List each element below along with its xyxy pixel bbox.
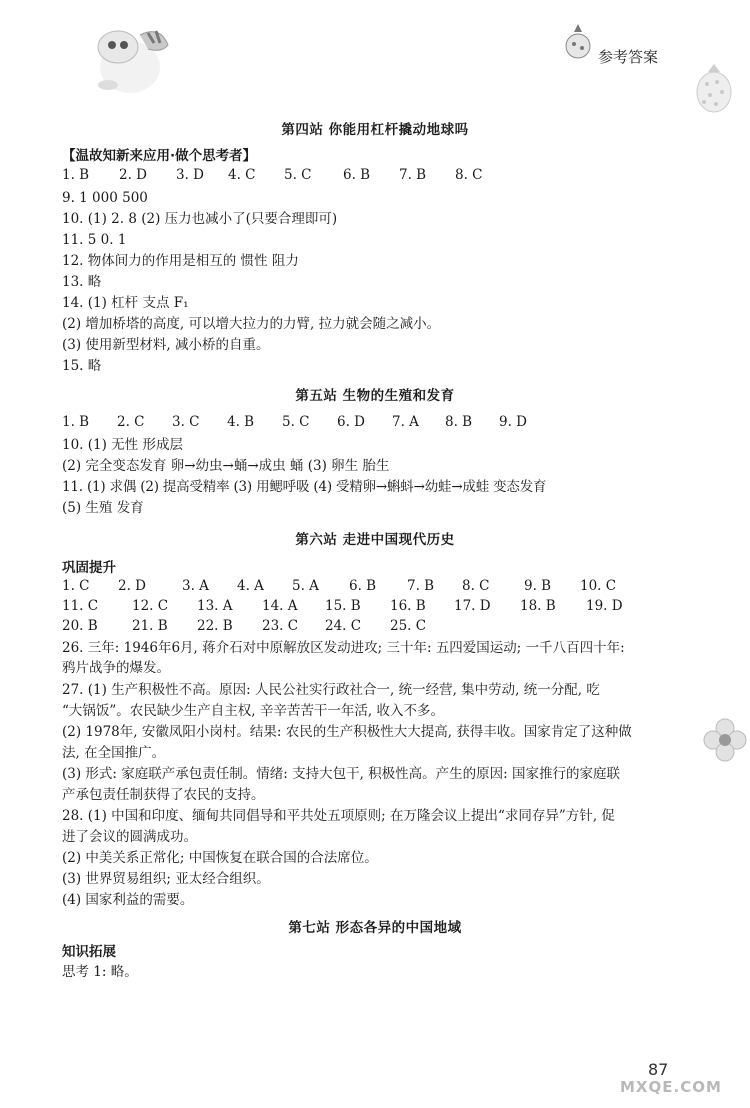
answer-line: 13. 略 [62, 274, 102, 290]
answer-cell: 19. D [586, 598, 623, 614]
answer-cell: 8. C [462, 578, 490, 594]
answer-line: 10. (1) 2. 8 (2) 压力也减小了(只要合理即可) [62, 211, 338, 227]
answer-cell: 2. D [119, 167, 147, 183]
answer-line: “大锅饭”。农民缺少生产自主权, 辛辛苦苦干一年活, 收入不多。 [62, 703, 444, 719]
answer-line: 9. 1 000 500 [62, 190, 148, 206]
answer-cell: 20. B [62, 618, 98, 634]
answer-line: 10. (1) 无性 形成层 [62, 437, 183, 453]
answer-cell: 24. C [325, 618, 362, 634]
answer-cell: 3. D [176, 167, 204, 183]
answer-line: 26. 三年: 1946年6月, 蒋介石对中原解放区发动进攻; 三十年: 五四爱国运动; 一千八百四十年: [62, 640, 625, 656]
section-title-4: 第四站 你能用杠杆撬动地球吗 [281, 122, 469, 138]
answer-line: 27. (1) 生产积极性不高。原因: 人民公社实行政社合一, 统一经营, 集中劳动, 统一分配, 吃 [62, 682, 600, 698]
answer-cell: 2. C [117, 414, 145, 430]
subheading-knowledge: 知识拓展 [62, 944, 116, 960]
answer-line: (3) 世界贸易组织; 亚太经合组织。 [62, 871, 270, 887]
answer-line: (3) 使用新型材料, 减小桥的自重。 [62, 337, 270, 353]
answer-cell: 4. B [227, 414, 255, 430]
answer-line: (3) 形式: 家庭联产承包责任制。情绪: 支持大包干, 积极性高。产生的原因: 国家推行的家庭联 [62, 766, 621, 782]
answer-line: (2) 增加桥塔的高度, 可以增大拉力的力臂, 拉力就会随之减小。 [62, 316, 441, 332]
answer-cell: 16. B [390, 598, 426, 614]
answer-cell: 2. D [118, 578, 146, 594]
answer-cell: 3. C [172, 414, 200, 430]
header-label: 参考答案 [598, 48, 659, 66]
raccoon-illustration [88, 5, 178, 100]
answer-cell: 18. B [520, 598, 556, 614]
subheading-consolidate: 巩固提升 [62, 560, 116, 576]
answer-cell: 22. B [197, 618, 233, 634]
answer-cell: 7. A [392, 414, 419, 430]
answer-cell: 1. C [62, 578, 90, 594]
answer-cell: 14. A [262, 598, 298, 614]
answer-line: 11. (1) 求偶 (2) 提高受精率 (3) 用鳃呼吸 (4) 受精卵→蝌蚪→幼蛙→成蛙 变态发育 [62, 479, 547, 495]
answer-line: 思考 1: 略。 [62, 964, 138, 980]
subheading-review: 【温故知新来应用·做个思考者】 [62, 148, 257, 164]
answer-cell: 25. C [390, 618, 427, 634]
answer-line: 鸦片战争的爆发。 [62, 660, 170, 676]
answer-cell: 13. A [197, 598, 233, 614]
answer-line: (2) 1978年, 安徽凤阳小岗村。结果: 农民的生产积极性大大提高, 获得丰收。国家肯定了这种做 [62, 724, 632, 740]
answer-line: (2) 中美关系正常化; 中国恢复在联合国的合法席位。 [62, 850, 378, 866]
answer-line: 28. (1) 中国和印度、缅甸共同倡导和平共处五项原则; 在万隆会议上提出“求同存异”方针, 促 [62, 808, 615, 824]
berry-decoration-top [692, 60, 737, 115]
flower-decoration-right [700, 712, 750, 772]
answer-cell: 10. C [580, 578, 617, 594]
answer-line: 12. 物体间力的作用是相互的 惯性 阻力 [62, 253, 299, 269]
answer-cell: 9. D [499, 414, 527, 430]
fruit-illustration [560, 22, 596, 62]
answer-cell: 1. B [62, 414, 90, 430]
answer-cell: 12. C [132, 598, 169, 614]
answer-cell: 15. B [325, 598, 361, 614]
answer-line: 14. (1) 杠杆 支点 F₁ [62, 295, 189, 311]
answer-cell: 7. B [399, 167, 427, 183]
answer-line: 产承包责任制获得了农民的支持。 [62, 787, 265, 803]
answer-line: 15. 略 [62, 358, 102, 374]
answer-cell: 6. D [337, 414, 365, 430]
answer-line: (5) 生殖 发育 [62, 500, 144, 516]
answer-cell: 5. C [284, 167, 312, 183]
watermark: MXQE.COM [620, 1078, 722, 1096]
answer-cell: 5. A [292, 578, 319, 594]
answer-line: 进了会议的圆满成功。 [62, 829, 197, 845]
section-title-6: 第六站 走进中国现代历史 [295, 532, 455, 548]
answer-cell: 6. B [343, 167, 371, 183]
answer-line: 法, 在全国推广。 [62, 745, 166, 761]
section-title-5: 第五站 生物的生殖和发育 [295, 388, 455, 404]
answer-cell: 7. B [407, 578, 435, 594]
answer-line: 11. 5 0. 1 [62, 232, 127, 248]
answer-cell: 8. B [445, 414, 473, 430]
answer-cell: 5. C [282, 414, 310, 430]
answer-cell: 23. C [262, 618, 299, 634]
answer-cell: 3. A [182, 578, 209, 594]
answer-cell: 8. C [455, 167, 483, 183]
answer-cell: 21. B [132, 618, 168, 634]
answer-cell: 4. C [228, 167, 256, 183]
answer-cell: 17. D [454, 598, 491, 614]
page-number: 87 [648, 1060, 669, 1079]
answer-cell: 6. B [349, 578, 377, 594]
answer-cell: 1. B [62, 167, 90, 183]
answer-line: (2) 完全变态发育 卵→幼虫→蛹→成虫 蛹 (3) 卵生 胎生 [62, 458, 390, 474]
answer-line: (4) 国家利益的需要。 [62, 892, 194, 908]
section-title-7: 第七站 形态各异的中国地域 [288, 920, 462, 936]
answer-cell: 11. C [62, 598, 99, 614]
answer-cell: 4. A [237, 578, 264, 594]
answer-cell: 9. B [524, 578, 552, 594]
